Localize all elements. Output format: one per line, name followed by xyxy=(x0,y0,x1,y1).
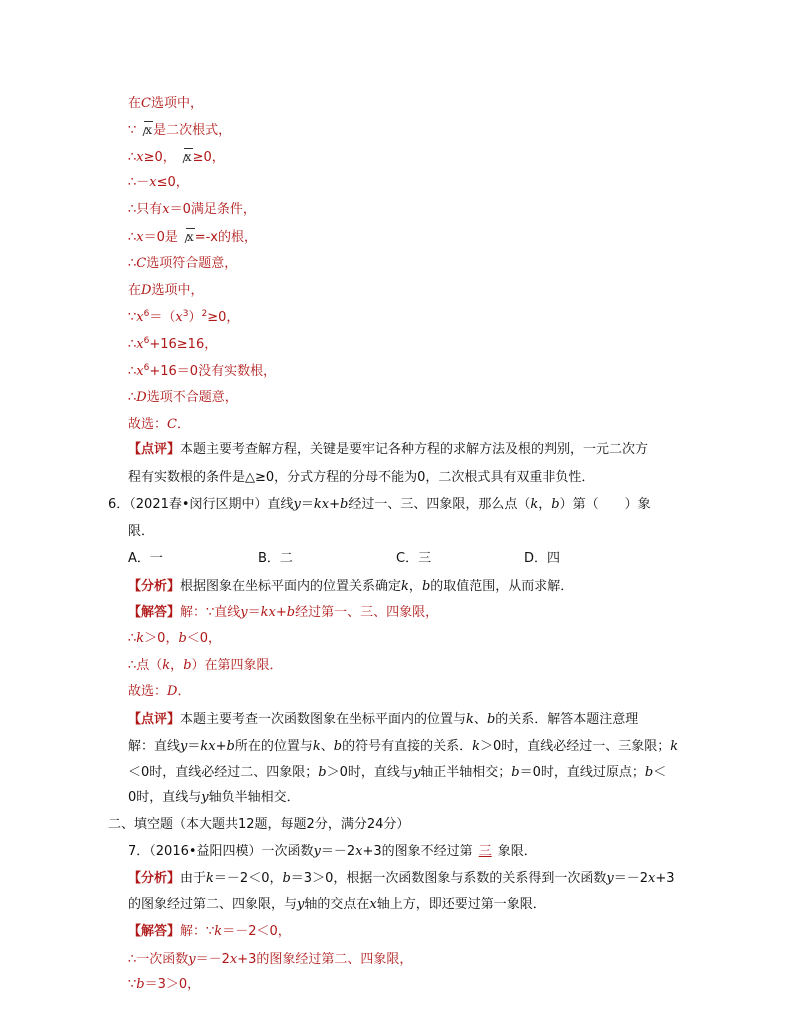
text-segment: ＜0， xyxy=(186,631,222,646)
text-segment: ）第（ ）象 xyxy=(559,497,651,512)
text-segment: 经过第一、三、四象限， xyxy=(295,605,439,620)
text-segment: D xyxy=(136,390,147,405)
text-segment: ∴一次函数 xyxy=(128,952,189,967)
text-segment: =-x的根， xyxy=(194,230,257,245)
text-segment: 7．（2016•益阳四模）一次函数 xyxy=(128,844,314,859)
sqrt-radical xyxy=(136,122,152,138)
text-segment: 在 xyxy=(128,283,142,298)
option-d: D．四 xyxy=(524,551,561,566)
text-line-l20 xyxy=(128,605,438,621)
text-segment: ≥0， xyxy=(207,310,240,325)
text-segment: k xyxy=(466,712,474,727)
text-segment: y xyxy=(240,605,248,620)
text-segment: 选项不合题意， xyxy=(146,390,238,405)
radical-bar xyxy=(186,228,195,229)
text-segment: + xyxy=(215,739,227,754)
text-segment: b xyxy=(136,977,145,992)
text-segment: 2 xyxy=(201,309,208,319)
text-segment: ∴ xyxy=(128,364,137,379)
text-segment: 轴上方，即还要过第一象限． xyxy=(376,897,546,912)
text-segment: 轴正半轴相交； xyxy=(420,765,512,780)
text-segment: ∵ xyxy=(128,977,137,992)
sqrt-radical xyxy=(178,229,194,245)
text-line-l26 xyxy=(128,765,666,781)
text-segment: 限． xyxy=(128,524,155,539)
text-segment: y xyxy=(188,952,196,967)
text-line-l15 xyxy=(128,470,594,486)
text-segment: 解：∵直线 xyxy=(180,605,241,620)
text-segment: ． xyxy=(176,417,190,432)
text-line-l16 xyxy=(108,497,651,513)
text-segment: 在 xyxy=(128,96,142,111)
text-segment: b xyxy=(282,871,291,886)
text-segment: y xyxy=(313,844,321,859)
text-segment: ， xyxy=(170,658,184,673)
text-segment: ）在第四象限． xyxy=(191,658,283,673)
text-segment: 【解答】 xyxy=(128,924,181,939)
text-line-l21 xyxy=(128,631,221,647)
text-segment: ＜ xyxy=(653,765,667,780)
text-segment: ∴ xyxy=(128,337,137,352)
text-segment: k xyxy=(670,739,679,754)
text-line-l3 xyxy=(128,149,225,165)
text-segment: 的取值范围，从而求解． xyxy=(430,579,574,594)
text-segment: 本题主要考查一次函数图象在坐标平面内的位置与 xyxy=(180,712,467,727)
text-segment: 的符号有直接的关系． xyxy=(342,739,473,754)
text-segment: ＞0时，直线与 xyxy=(326,765,413,780)
text-line-l28 xyxy=(108,817,409,833)
text-segment: 选项中， xyxy=(150,96,203,111)
text-line-l23 xyxy=(128,684,190,700)
text-segment: ∴点（ xyxy=(128,658,163,673)
text-segment: 的图象经过第二、四象限，与 xyxy=(128,897,298,912)
text-line-l27 xyxy=(128,790,300,806)
text-line-l31 xyxy=(128,897,546,913)
text-segment: 程有实数根的条件是△≥0，分式方程的分母不能为0，二次根式具有双重非负性． xyxy=(128,470,595,485)
text-segment: ． xyxy=(177,684,191,699)
text-segment: ＝（ xyxy=(149,310,176,325)
text-line-l8 xyxy=(128,283,203,299)
text-line-l25 xyxy=(128,739,678,755)
text-segment: b xyxy=(421,579,431,594)
text-segment: y xyxy=(293,497,301,512)
text-segment: 的关系．解答本题注意理 xyxy=(495,712,639,727)
text-segment: ， xyxy=(538,497,552,512)
radicand: x xyxy=(145,123,153,137)
text-segment: ∴ xyxy=(128,390,137,405)
text-segment: b xyxy=(340,497,349,512)
text-segment: b xyxy=(551,497,560,512)
text-segment: kx xyxy=(260,605,276,620)
text-segment: k xyxy=(162,658,171,673)
text-segment: b xyxy=(178,631,187,646)
text-segment: y xyxy=(180,739,188,754)
text-segment: ∴－ xyxy=(128,175,150,190)
text-line-l9 xyxy=(128,310,239,326)
text-segment: y xyxy=(606,871,614,886)
text-segment: x xyxy=(355,844,363,859)
text-segment: 二、填空题（本大题共12题，每题2分，满分24分） xyxy=(108,817,410,832)
text-segment: b xyxy=(486,712,496,727)
text-line-l2 xyxy=(128,122,231,138)
text-segment: 0时，直线与 xyxy=(128,790,202,805)
text-segment: b xyxy=(226,739,235,754)
text-segment: b xyxy=(286,605,296,620)
text-segment: + xyxy=(275,605,287,620)
text-segment: 6 xyxy=(143,363,150,373)
text-segment: ∴ xyxy=(128,631,137,646)
text-segment: ） xyxy=(188,310,202,325)
text-segment: 由于 xyxy=(180,871,207,886)
text-segment: ＝3＞0， xyxy=(144,977,201,992)
text-segment: k xyxy=(214,924,223,939)
text-segment: k xyxy=(530,497,539,512)
text-segment: ＝－2 xyxy=(320,844,356,859)
text-line-l12 xyxy=(128,390,238,406)
text-segment: ＝ xyxy=(187,739,201,754)
text-segment: b xyxy=(183,658,192,673)
option-a: A．一 xyxy=(128,551,163,566)
text-segment: +3的图象经过第二、四象限， xyxy=(237,952,413,967)
text-segment: 6 xyxy=(143,309,150,319)
text-segment: 经过一、三、四象限，那么点（ xyxy=(348,497,531,512)
text-segment: ＞0时，直线必经过一、三象限； xyxy=(480,739,671,754)
text-segment: +16＝0没有实数根， xyxy=(149,364,277,379)
text-segment: 本题主要考查解方程，关键是要牢记各种方程的求解方法及根的判别，一元二次方 xyxy=(180,442,649,457)
text-segment: D xyxy=(167,684,178,699)
text-segment: + xyxy=(329,497,341,512)
radicand: x xyxy=(184,150,192,164)
text-segment: k xyxy=(206,871,214,886)
text-segment: k xyxy=(312,739,321,754)
text-line-l7 xyxy=(128,256,237,272)
text-segment: b xyxy=(511,765,520,780)
text-segment: x xyxy=(369,897,377,912)
text-segment: C xyxy=(167,417,177,432)
text-segment: ＝－2 xyxy=(195,952,230,967)
text-segment: 3 xyxy=(182,309,189,319)
text-segment: kx xyxy=(313,497,330,512)
option-c: C．三 xyxy=(396,551,432,566)
text-line-l22 xyxy=(128,658,283,674)
text-line-l17 xyxy=(128,524,154,540)
text-segment: ∵ xyxy=(128,310,137,325)
text-segment: 6 xyxy=(143,336,150,346)
text-segment: +16≥16， xyxy=(149,337,218,352)
text-segment: ∴ xyxy=(128,256,137,271)
text-segment: k xyxy=(472,739,480,754)
text-segment: ∵ xyxy=(128,123,137,138)
text-segment: k xyxy=(401,579,409,594)
text-segment: k xyxy=(136,631,145,646)
text-line-l34 xyxy=(128,977,200,993)
text-segment: 选项符合题意， xyxy=(146,256,238,271)
text-segment: x xyxy=(149,175,157,190)
text-segment: 根据图象在坐标平面内的位置关系确定 xyxy=(180,579,402,594)
text-segment: ＝3＞0，根据一次函数图象与系数的关系得到一次函数 xyxy=(290,871,607,886)
text-segment: 【分析】 xyxy=(128,579,181,594)
text-segment: ＝－2 xyxy=(613,871,648,886)
text-segment: ＝0满足条件， xyxy=(169,202,256,217)
text-segment: x xyxy=(175,310,183,325)
text-line-l5 xyxy=(128,202,256,218)
text-segment: 、 xyxy=(473,712,487,727)
text-segment: ≥0， xyxy=(192,150,225,165)
text-segment: x xyxy=(229,952,238,967)
text-line-l14 xyxy=(128,442,648,458)
text-segment: ≤0， xyxy=(156,175,189,190)
text-segment: 故选： xyxy=(128,417,168,432)
text-segment: x xyxy=(136,364,144,379)
text-segment: ＝ xyxy=(247,605,261,620)
text-segment: ＝ xyxy=(300,497,314,512)
text-segment: x xyxy=(136,310,144,325)
text-segment: 【分析】 xyxy=(128,871,181,886)
text-segment: kx xyxy=(200,739,216,754)
text-segment: ＝－2＜0， xyxy=(213,871,283,886)
text-line-l24 xyxy=(128,712,638,728)
text-line-l1 xyxy=(128,96,203,112)
text-segment: 三 xyxy=(478,844,492,859)
text-line-l4 xyxy=(128,175,189,191)
text-segment: x xyxy=(136,150,144,165)
radicand: x xyxy=(186,230,194,244)
radical-bar xyxy=(144,121,153,122)
text-segment: ∴只有 xyxy=(128,202,163,217)
text-line-l10 xyxy=(128,337,217,353)
text-segment: 【点评】 xyxy=(128,712,181,727)
text-segment: 是二次根式， xyxy=(153,123,232,138)
text-segment: b xyxy=(644,765,654,780)
text-segment: 解：直线 xyxy=(128,739,181,754)
text-segment: ＜0时，直线必经过二、四象限； xyxy=(128,765,319,780)
text-line-l13 xyxy=(128,417,190,433)
text-segment: x xyxy=(136,230,144,245)
text-line-l29 xyxy=(128,844,537,860)
text-segment: C xyxy=(136,256,147,271)
text-segment: x xyxy=(136,337,144,352)
text-segment: x xyxy=(647,871,656,886)
text-segment: ≥0， xyxy=(143,150,176,165)
text-segment: y xyxy=(412,765,421,780)
text-segment: 所在的位置与 xyxy=(234,739,313,754)
option-b: B．二 xyxy=(258,551,293,566)
text-segment: ＞0， xyxy=(144,631,179,646)
text-segment: ＝0时，直线过原点； xyxy=(519,765,645,780)
text-segment: ∴ xyxy=(128,150,137,165)
text-segment: +3的图象不经过第 xyxy=(362,844,473,859)
text-segment: ＝－2＜0， xyxy=(222,924,291,939)
text-segment: D xyxy=(141,283,152,298)
text-segment: 【点评】 xyxy=(128,442,181,457)
text-segment: C xyxy=(141,96,151,111)
text-line-l32 xyxy=(128,924,291,940)
text-segment: +3 xyxy=(655,871,675,886)
text-segment: 轴的交点在 xyxy=(304,897,370,912)
sqrt-radical xyxy=(176,149,192,165)
text-line-l33 xyxy=(128,952,412,968)
text-segment: b xyxy=(333,739,343,754)
text-segment: x xyxy=(162,202,170,217)
text-segment: 象限． xyxy=(497,844,537,859)
text-segment: 、 xyxy=(320,739,334,754)
text-line-l19 xyxy=(128,579,573,595)
text-segment: 【解答】 xyxy=(128,605,181,620)
text-segment: 解：∵ xyxy=(180,924,215,939)
radical-bar xyxy=(184,148,193,149)
text-segment: 轴负半轴相交． xyxy=(208,790,300,805)
text-segment: 选项中， xyxy=(151,283,204,298)
text-segment: b xyxy=(318,765,327,780)
text-segment: y xyxy=(297,897,305,912)
text-line-l11 xyxy=(128,364,276,380)
text-segment: 故选： xyxy=(128,684,168,699)
text-segment: ＝0是 xyxy=(143,230,178,245)
text-segment: 6．（2021春•闵行区期中）直线 xyxy=(108,497,294,512)
text-line-l6 xyxy=(128,229,257,245)
text-segment: ， xyxy=(408,579,422,594)
text-segment: y xyxy=(201,790,209,805)
text-line-l30 xyxy=(128,871,675,887)
text-segment: ∴ xyxy=(128,230,137,245)
